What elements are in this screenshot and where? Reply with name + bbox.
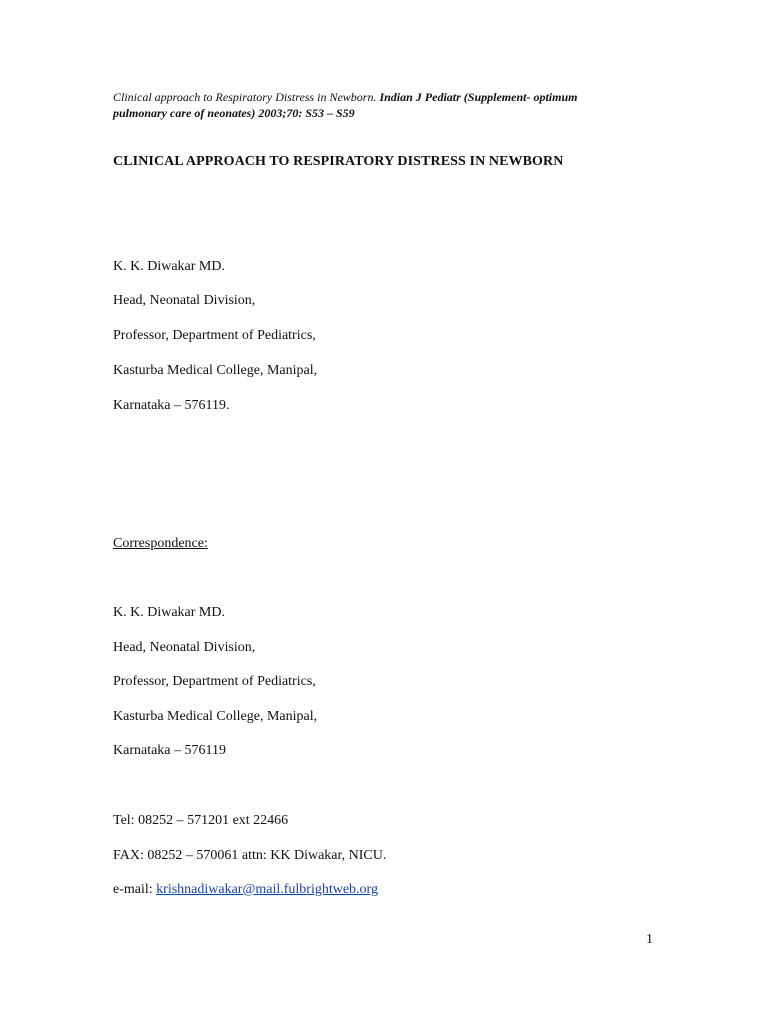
correspondence-position: Head, Neonatal Division, [113, 640, 256, 655]
email-label: e-mail: [113, 882, 157, 897]
email-line [113, 881, 378, 899]
telephone-line: Tel: 08252 – 571201 ext 22466 [113, 813, 289, 828]
author-department: Professor, Department of Pediatrics, [113, 328, 316, 343]
correspondence-name: K. K. Diwakar MD. [113, 605, 225, 620]
citation-journal-reference: Indian J Pediatr (Supplement- optimum pulmonary care of neonates) 2003;70: S53 – S59 [113, 90, 578, 120]
correspondence-location: Karnataka – 576119 [113, 743, 226, 758]
citation-article-title: Clinical approach to Respiratory Distress in Newborn. [113, 90, 377, 104]
page-number: 1 [646, 932, 653, 947]
author-institution: Kasturba Medical College, Manipal, [113, 363, 318, 378]
fax-line: FAX: 08252 – 570061 attn: KK Diwakar, NICU. [113, 848, 387, 863]
author-location: Karnataka – 576119. [113, 398, 230, 413]
citation [113, 89, 613, 121]
document-title: CLINICAL APPROACH TO RESPIRATORY DISTRESS IN NEWBORN [113, 154, 564, 169]
correspondence-heading: Correspondence: [113, 536, 208, 551]
author-name: K. K. Diwakar MD. [113, 259, 225, 274]
correspondence-department: Professor, Department of Pediatrics, [113, 674, 316, 689]
correspondence-institution: Kasturba Medical College, Manipal, [113, 709, 318, 724]
author-position: Head, Neonatal Division, [113, 293, 256, 308]
email-link[interactable]: krishnadiwakar@mail.fulbrightweb.org [156, 882, 378, 897]
